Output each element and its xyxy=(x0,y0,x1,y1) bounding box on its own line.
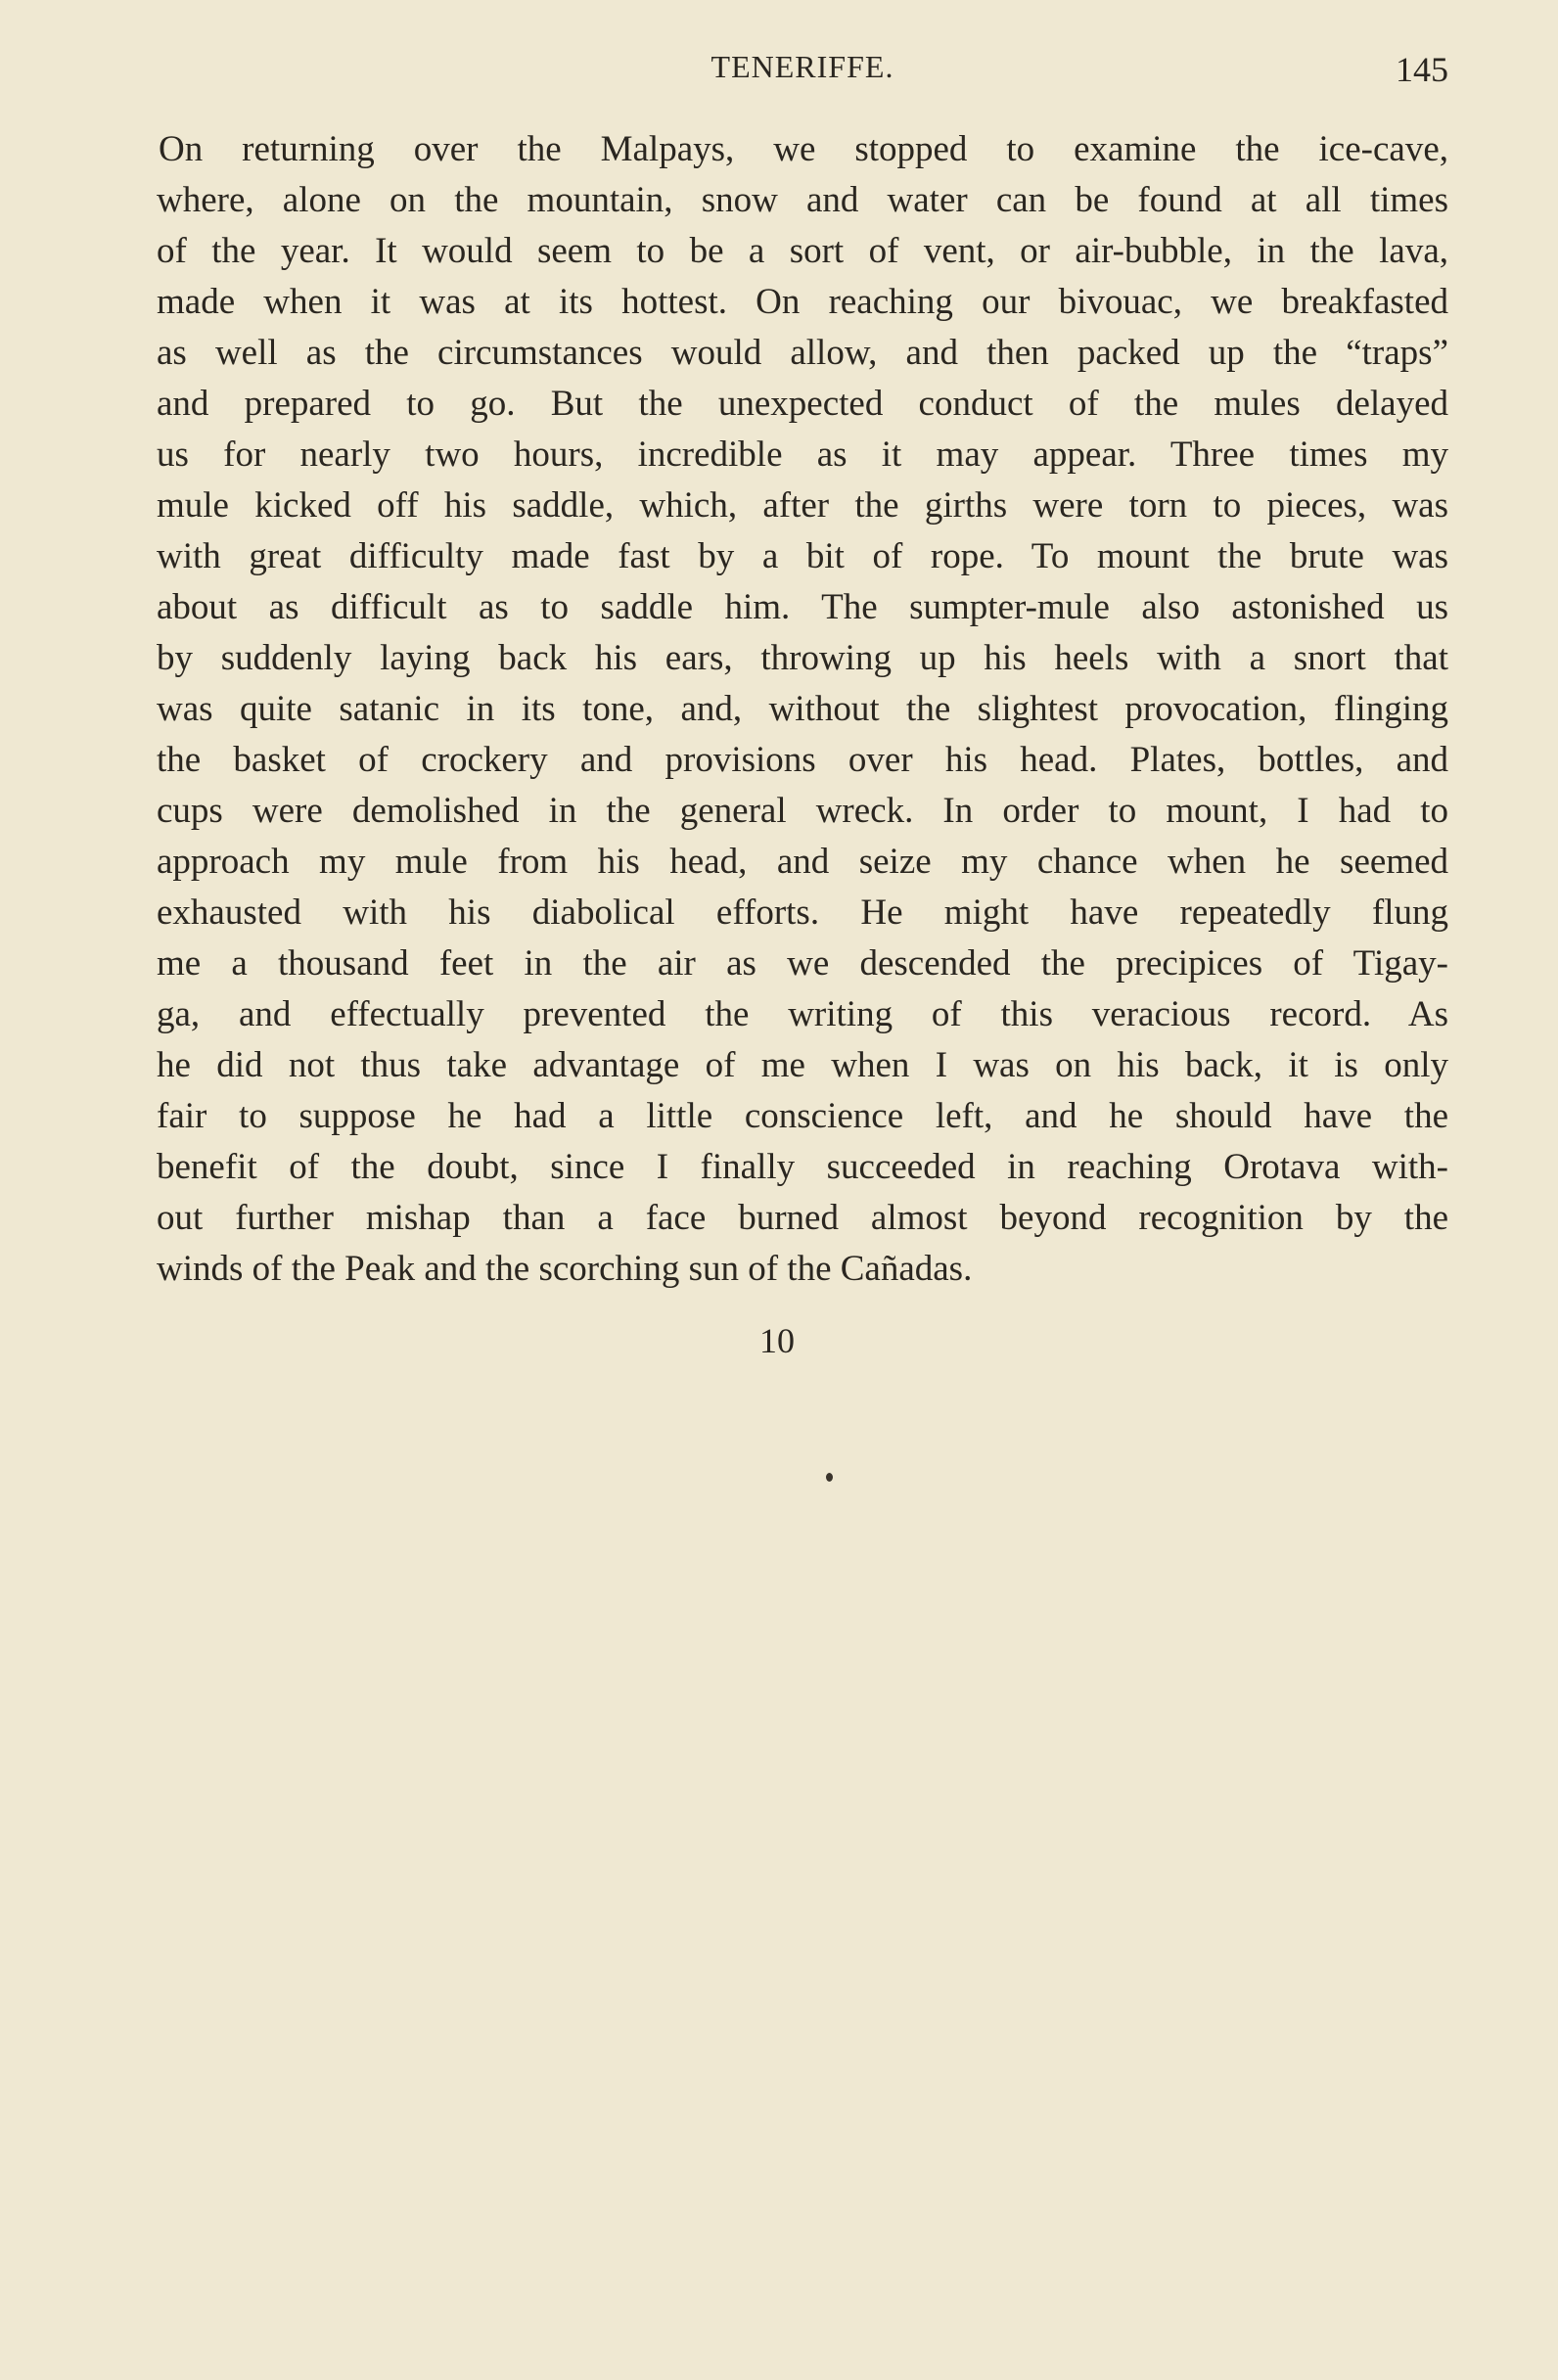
text-line: me a thousand feet in the air as we descended the precipices of Tigay- xyxy=(157,943,1448,984)
text-line: and prepared to go. But the unexpected conduct of the mules delayed xyxy=(157,384,1448,424)
running-head xyxy=(157,49,1448,98)
text-line: where, alone on the mountain, snow and water can be found at all times xyxy=(157,180,1448,220)
text-line: was quite satanic in its tone, and, without the slightest provocation, flinging xyxy=(157,689,1448,729)
text-line: he did not thus take advantage of me when I was on his back, it is only xyxy=(157,1045,1448,1085)
text-line: winds of the Peak and the scorching sun of the Cañadas. xyxy=(157,1249,973,1289)
text-line: by suddenly laying back his ears, throwing up his heels with a snort that xyxy=(157,638,1448,678)
text-line: benefit of the doubt, since I finally succeeded in reaching Orotava with- xyxy=(157,1147,1448,1187)
text-line: exhausted with his diabolical efforts. He might have repeatedly flung xyxy=(157,892,1448,933)
page-number: 145 xyxy=(1396,50,1448,89)
text-line: with great difficulty made fast by a bit of rope. To mount the brute was xyxy=(157,536,1448,576)
text-line: the basket of crockery and provisions over his head. Plates, bottles, and xyxy=(157,740,1448,780)
text-line: fair to suppose he had a little conscience left, and he should have the xyxy=(157,1096,1448,1136)
text-line: as well as the circumstances would allow, and then packed up the “traps” xyxy=(157,333,1448,373)
running-title: TENERIFFE. xyxy=(710,49,894,84)
text-line: out further mishap than a face burned almost beyond recognition by the xyxy=(157,1198,1448,1238)
text-line: On returning over the Malpays, we stopped to examine the ice-cave, xyxy=(159,129,1448,169)
text-line: mule kicked off his saddle, which, after the girths were torn to pieces, was xyxy=(157,485,1448,526)
text-line: cups were demolished in the general wreck. In order to mount, I had to xyxy=(157,791,1448,831)
ink-speck xyxy=(826,1473,833,1482)
text-line: made when it was at its hottest. On reaching our bivouac, we breakfasted xyxy=(157,282,1448,322)
body-paragraph xyxy=(157,124,1448,1295)
text-line: of the year. It would seem to be a sort of vent, or air-bubble, in the lava, xyxy=(157,231,1448,271)
text-line: ga, and effectually prevented the writing of this veracious record. As xyxy=(157,994,1448,1034)
signature-mark: 10 xyxy=(759,1321,795,1360)
text-line: approach my mule from his head, and seize my chance when he seemed xyxy=(157,842,1448,882)
text-line: about as difficult as to saddle him. The sumpter-mule also astonished us xyxy=(157,587,1448,627)
text-line: us for nearly two hours, incredible as it may appear. Three times my xyxy=(157,435,1448,475)
